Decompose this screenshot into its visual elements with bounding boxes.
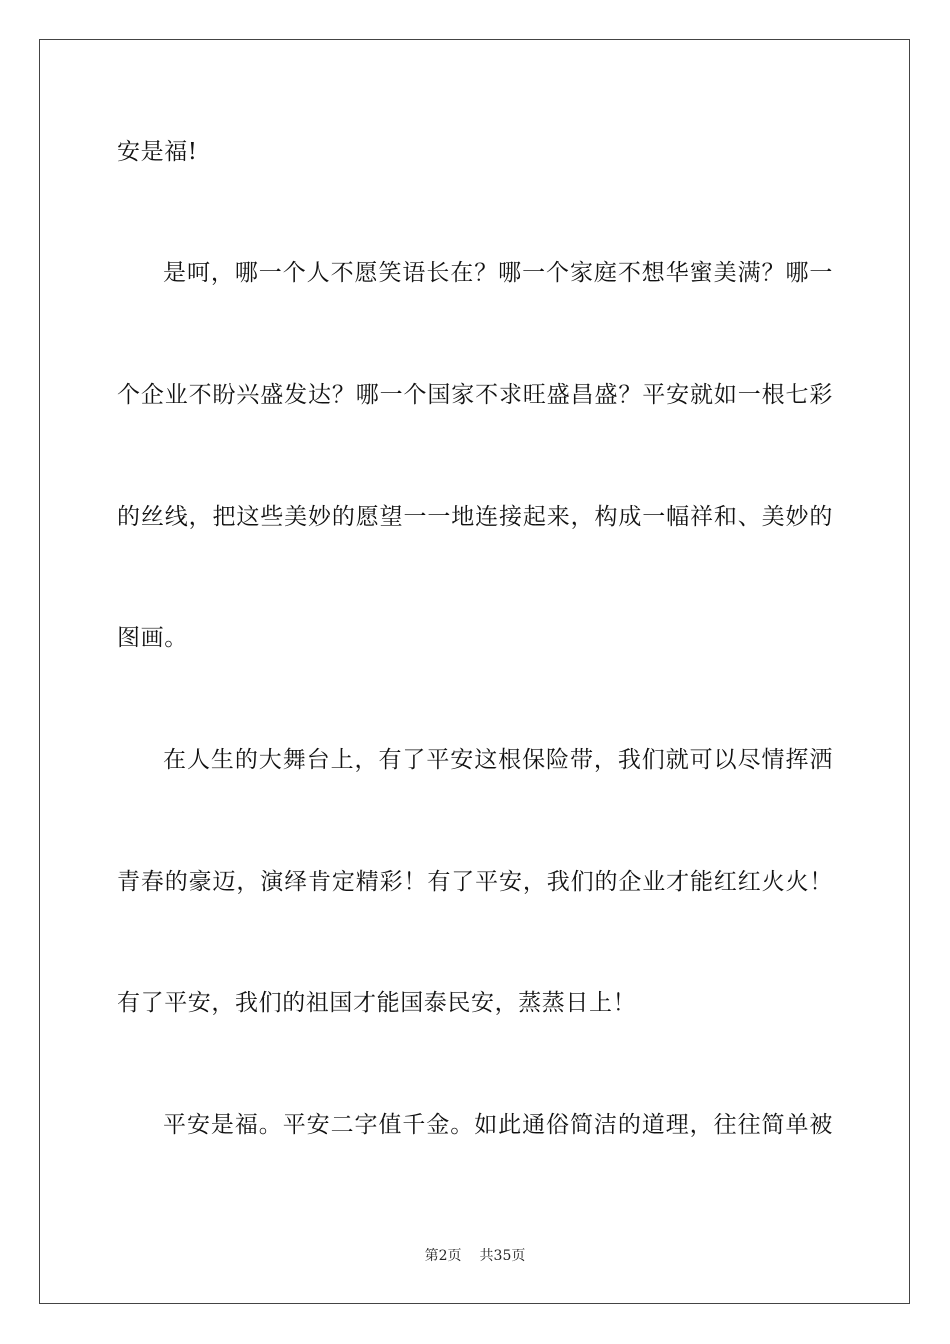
paragraph-3-line-1: 在人生的大舞台上，有了平安这根保险带，我们就可以尽情挥洒	[163, 747, 833, 773]
paragraph-2-line-1: 是呵，哪一个人不愿笑语长在？哪一个家庭不想华蜜美满？哪一	[163, 260, 833, 286]
paragraph-2-line-4: 图画。	[117, 625, 188, 651]
paragraph-3-line-2: 青春的豪迈，演绎肯定精彩！有了平安，我们的企业才能红红火火！	[117, 869, 833, 895]
paragraph-2-line-3: 的丝线，把这些美妙的愿望一一地连接起来，构成一幅祥和、美妙的	[117, 504, 833, 530]
paragraph-2-line-2: 个企业不盼兴盛发达？哪一个国家不求旺盛昌盛？平安就如一根七彩	[117, 382, 833, 408]
text-line-1: 安是福!	[117, 139, 198, 165]
page-total: 共35页	[479, 1248, 526, 1264]
paragraph-3-line-3: 有了平安，我们的祖国才能国泰民安，蒸蒸日上！	[117, 990, 637, 1016]
page-number: 第2页	[424, 1248, 462, 1264]
page-footer	[0, 1247, 950, 1265]
paragraph-4-line-1: 平安是福。平安二字值千金。如此通俗简洁的道理，往往简单被	[163, 1112, 833, 1138]
